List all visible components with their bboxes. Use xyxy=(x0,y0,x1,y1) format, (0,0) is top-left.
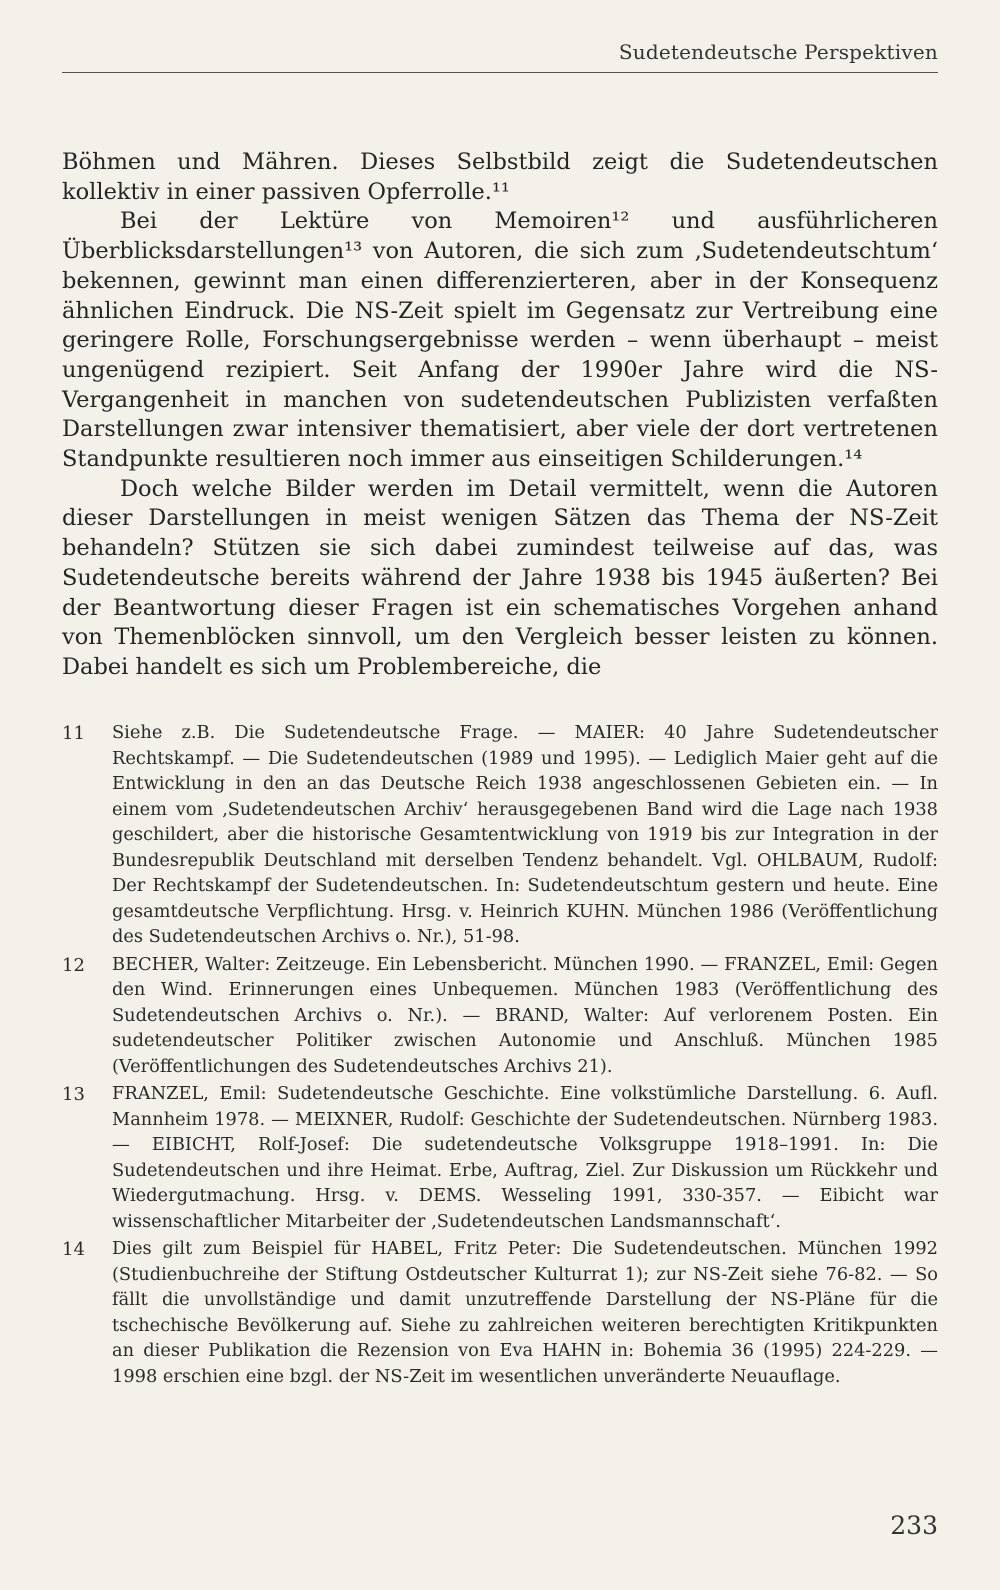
footnote xyxy=(62,1236,938,1389)
main-text xyxy=(62,148,938,683)
running-head: Sudetendeutsche Perspektiven xyxy=(618,40,938,64)
page-number: 233 xyxy=(890,1511,938,1540)
paragraph: Bei der Lektüre von Memoiren¹² und ausführlicheren Überblicksdarstellungen¹³ von Autoren, die sich zum ‚Sudetendeutschtum‘ bekennen, gewinnt man einen differenzierteren, aber in der Konsequenz ähnlichen Eindruck. Die NS-Zeit spielt im Gegensatz zur Vertreibung eine geringere Rolle, Forschungsergebnisse werden – wenn überhaupt – meist ungenügend rezipiert. Seit Anfang der 1990er Jahre wird die NS-Vergangenheit in manchen von sudetendeutschen Publizisten verfaßten Darstellungen zwar intensiver thematisiert, aber viele der dort vertretenen Standpunkte resultieren noch immer aus einseitigen Schilderungen.¹⁴ xyxy=(62,208,938,473)
footnote xyxy=(62,720,938,950)
footnote-text: Dies gilt zum Beispiel für HABEL, Fritz Peter: Die Sudetendeutschen. München 1992 (Studienbuchreihe der Stiftung Ostdeutscher Kulturrat 1); zur NS-Zeit siehe 76-82. — So fällt die unvollständige und damit unzutreffende Darstellung der NS-Pläne für die tschechische Bevölkerung auf. Siehe zu zahlreichen weiteren berechtigten Kritikpunkten an dieser Publikation die Rezension von Eva HAHN in: Bohemia 36 (1995) 224-229. — 1998 erschien eine bzgl. der NS-Zeit im wesentlichen unveränderte Neuauflage. xyxy=(112,1238,938,1387)
paragraph: Doch welche Bilder werden im Detail vermittelt, wenn die Autoren dieser Darstellungen in meist wenigen Sätzen das Thema der NS-Zeit behandeln? Stützen sie sich dabei zumindest teilweise auf das, was Sudetendeutsche bereits während der Jahre 1938 bis 1945 äußerten? Bei der Beantwortung dieser Fragen ist ein schematisches Vorgehen anhand von Themenblöcken sinnvoll, um den Vergleich besser leisten zu können. Dabei handelt es sich um Problembereiche, die xyxy=(62,475,938,680)
footnote-number: 11 xyxy=(62,723,85,744)
footnote-number: 12 xyxy=(62,954,85,976)
header-rule xyxy=(62,72,938,73)
footnote-number: 13 xyxy=(62,1084,85,1105)
footnote-text: BECHER, Walter: Zeitzeuge. Ein Lebensbericht. München 1990. — FRANZEL, Emil: Gegen den Wind. Erinnerungen eines Unbequemen. München 1983 (Veröffentlichung des Sudetendeutschen Archivs o. Nr.). — BRAND, Walter: Auf verlorenem Posten. Ein sudetendeutscher Politiker zwischen Autonomie und Anschluß. München 1985 (Veröffentlichungen des Sudetendeutsches Archivs 21). xyxy=(112,953,938,1077)
footnote-text: Siehe z.B. Die Sudetendeutsche Frage. — MAIER: 40 Jahre Sudetendeutscher Rechtskampf. — Die Sudetendeutschen (1989 und 1995). — Lediglich Maier geht auf die Entwicklung in den an das Deutsche Reich 1938 angeschlossenen Gebieten ein. — In einem vom ‚Sudetendeutschen Archiv‘ herausgegebenen Band wird die Lage nach 1938 geschildert, aber die historische Gesamtentwicklung von 1919 bis zur Integration in der Bundesrepublik Deutschland mit derselben Tendenz behandelt. Vgl. OHLBAUM, Rudolf: Der Rechtskampf der Sudetendeutschen. In: Sudetendeutschtum gestern und heute. Eine gesamtdeutsche Verpflichtung. Hrsg. v. Heinrich KUHN. München 1986 (Veröffentlichung des Sudetendeutschen Archivs o. Nr.), 51-98. xyxy=(112,722,938,947)
footnote-text: FRANZEL, Emil: Sudetendeutsche Geschichte. Eine volkstümliche Darstellung. 6. Aufl. Mannheim 1978. — MEIXNER, Rudolf: Geschichte der Sudetendeutschen. Nürnberg 1983. — EIBICHT, Rolf-Josef: Die sudetendeutsche Volksgruppe 1918–1991. In: Die Sudetendeutschen und ihre Heimat. Erbe, Auftrag, Ziel. Zur Diskussion um Rückkehr und Wiedergutmachung. Hrsg. v. DEMS. Wesseling 1991, 330-357. — Eibicht war wissenschaftlicher Mitarbeiter der ‚Sudetendeutschen Landsmannschaft‘. xyxy=(112,1083,938,1232)
paragraph: Böhmen und Mähren. Dieses Selbstbild zeigt die Sudetendeutschen kollektiv in einer passiven Opferrolle.¹¹ xyxy=(62,149,938,205)
footnote-number: 14 xyxy=(62,1239,85,1260)
footnotes xyxy=(62,720,938,1391)
footnote xyxy=(62,1081,938,1234)
footnote xyxy=(62,952,938,1080)
